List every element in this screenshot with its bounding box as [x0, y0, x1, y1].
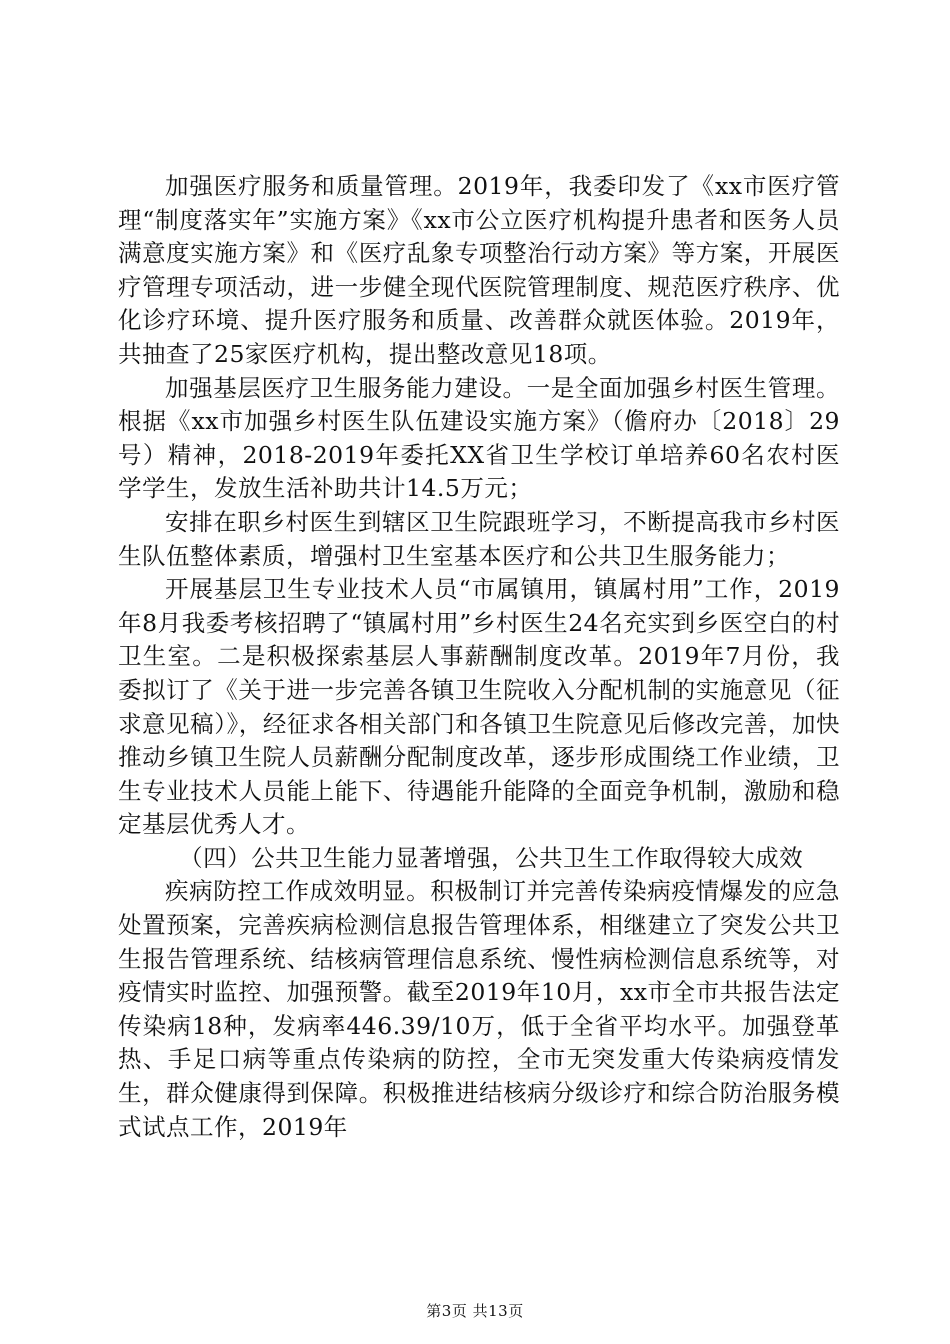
- paragraph-staffing-reform: 开展基层卫生专业技术人员“市属镇用，镇属村用”工作，2019年8月我委考核招聘了“镇属村用”乡村医生24名充实到乡医空白的村卫生室。二是积极探索基层人事薪酬制度改革。2019年7月份，我委拟订了《关于进一步完善各镇卫生院收入分配机制的实施意见（征求意见稿）》，经征求各相关部门和各镇卫生院意见后修改完善，加快推动乡镇卫生院人员薪酬分配制度改革，逐步形成围绕工作业绩，卫生专业技术人员能上能下、待遇能升能降的全面竞争机制，激励和稳定基层优秀人才。: [118, 575, 840, 839]
- section-heading-public-health: （四）公共卫生能力显著增强，公共卫生工作取得较大成效: [179, 843, 804, 872]
- page-number-footer: 第3页 共13页: [426, 1302, 524, 1320]
- paragraph-disease-control: 疾病防控工作成效明显。积极制订并完善传染病疫情爆发的应急处置预案，完善疾病检测信息报告管理体系，相继建立了突发公共卫生报告管理系统、结核病管理信息系统、慢性病检测信息系统等，对疫情实时监控、加强预警。截至2019年10月，xx市全市共报告法定传染病18种，发病率446.39/10万，低于全省平均水平。加强登革热、手足口病等重点传染病的防控，全市无突发重大传染病疫情发生，群众健康得到保障。积极推进结核病分级诊疗和综合防治服务模式试点工作，2019年: [118, 877, 840, 1141]
- paragraph-village-doctor-training: 安排在职乡村医生到辖区卫生院跟班学习，不断提高我市乡村医生队伍整体素质，增强村卫生室基本医疗和公共卫生服务能力；: [118, 507, 840, 570]
- document-body: [118, 170, 840, 1144]
- paragraph-primary-care-capacity: 加强基层医疗卫生服务能力建设。一是全面加强乡村医生管理。根据《xx市加强乡村医生队伍建设实施方案》（儋府办〔2018〕29号）精神，2018-2019年委托XX省卫生学校订单培养60名农村医学学生，发放生活补助共计14.5万元；: [118, 373, 840, 503]
- paragraph-medical-quality: 加强医疗服务和质量管理。2019年，我委印发了《xx市医疗管理“制度落实年”实施方案》《xx市公立医疗机构提升患者和医务人员满意度实施方案》和《医疗乱象专项整治行动方案》等方案，开展医疗管理专项活动，进一步健全现代医院管理制度、规范医疗秩序、优化诊疗环境、提升医疗服务和质量、改善群众就医体验。2019年，共抽查了25家医疗机构，提出整改意见18项。: [118, 172, 840, 368]
